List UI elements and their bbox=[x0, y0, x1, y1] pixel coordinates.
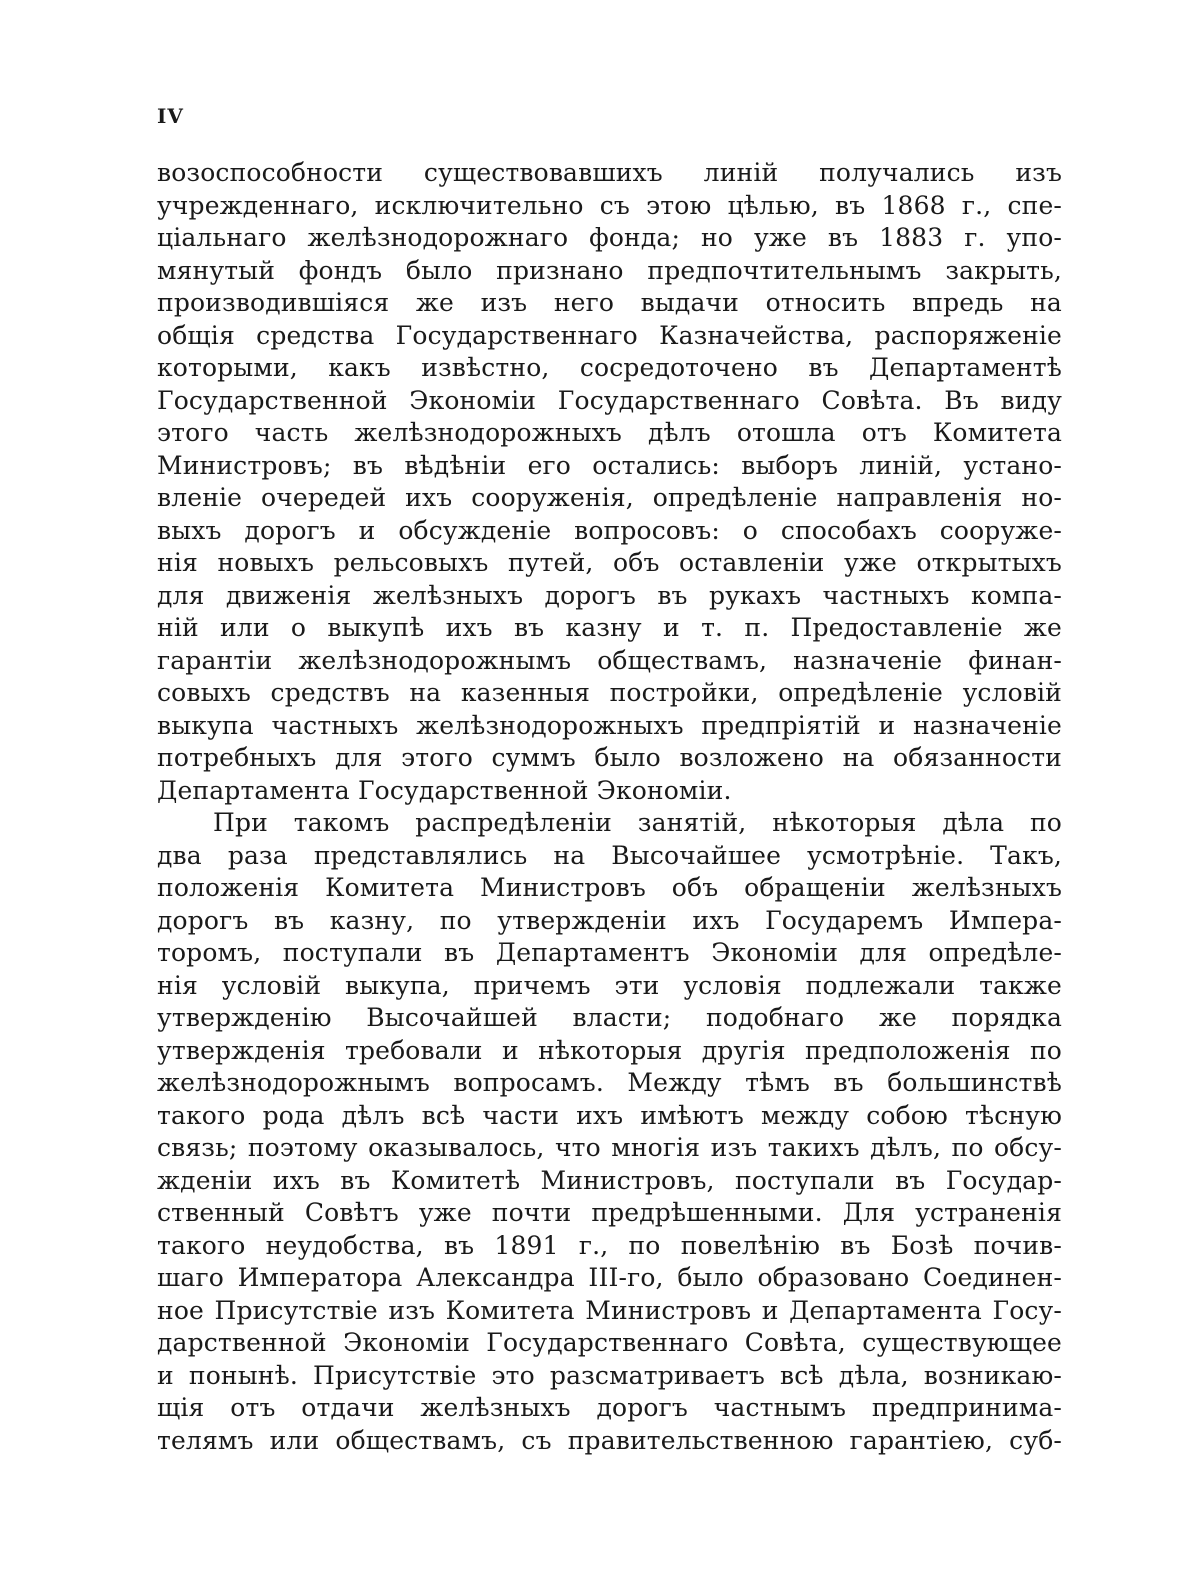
text-line: два раза представлялись на Высочайшее усмотрѣніе. Такъ, bbox=[157, 840, 1062, 870]
text-line: Государственной Экономіи Государственнаго Совѣта. Въ виду bbox=[157, 385, 1062, 415]
text-line: для движенія желѣзныхъ дорогъ въ рукахъ частныхъ компа- bbox=[157, 580, 1062, 610]
body-text bbox=[157, 157, 1062, 1457]
text-line: ціальнаго желѣзнодорожнаго фонда; но уже въ 1883 г. упо- bbox=[157, 223, 1062, 252]
text-line: выкупа частныхъ желѣзнодорожныхъ предпріятій и назначеніе bbox=[157, 710, 1062, 740]
text-line: которыми, какъ извѣстно, сосредоточено въ Департаментѣ bbox=[157, 353, 1062, 382]
text-line: положенія Комитета Министровъ объ обращеніи желѣзныхъ bbox=[157, 873, 1062, 902]
text-line: ній или о выкупѣ ихъ въ казну и т. п. Предоставленіе же bbox=[157, 613, 1062, 642]
text-line: ное Присутствіе изъ Комитета Министровъ и Департамента Госу- bbox=[157, 1295, 1062, 1325]
text-line: и понынѣ. Присутствіе это разсматриваетъ всѣ дѣла, возникаю- bbox=[157, 1360, 1062, 1390]
text-line: выхъ дорогъ и обсужденіе вопросовъ: о способахъ сооруже- bbox=[157, 515, 1062, 545]
text-line: жденіи ихъ въ Комитетѣ Министровъ, поступали въ Государ- bbox=[157, 1165, 1062, 1195]
text-line: утвержденію Высочайшей власти; подобнаго же порядка bbox=[157, 1003, 1062, 1032]
text-line: нія условій выкупа, причемъ эти условія подлежали также bbox=[157, 970, 1062, 1000]
text-line: общія средства Государственнаго Казначейства, распоряженіе bbox=[157, 320, 1062, 350]
text-line: дорогъ въ казну, по утвержденіи ихъ Государемъ Импера- bbox=[157, 905, 1062, 935]
text-line: шаго Императора Александра III-го, было образовано Соединен- bbox=[157, 1263, 1062, 1292]
text-line: ственный Совѣтъ уже почти предрѣшенными. Для устраненія bbox=[157, 1198, 1062, 1227]
text-line: торомъ, поступали въ Департаментъ Экономіи для опредѣле- bbox=[157, 938, 1062, 967]
text-line: связь; поэтому оказывалось, что многія изъ такихъ дѣлъ, по обсу- bbox=[157, 1133, 1062, 1162]
page-number: IV bbox=[157, 104, 184, 128]
text-line: потребныхъ для этого суммъ было возложено на обязанности bbox=[157, 743, 1062, 772]
text-line: нія новыхъ рельсовыхъ путей, объ оставленіи уже открытыхъ bbox=[157, 548, 1062, 577]
text-line: такого рода дѣлъ всѣ части ихъ имѣютъ между собою тѣсную bbox=[157, 1100, 1062, 1130]
text-line: утвержденія требовали и нѣкоторыя другія предположенія по bbox=[157, 1035, 1062, 1065]
text-line: совыхъ средствъ на казенныя постройки, опредѣленіе условій bbox=[157, 678, 1062, 707]
text-line: желѣзнодорожнымъ вопросамъ. Между тѣмъ въ большинствѣ bbox=[157, 1068, 1062, 1097]
text-line: учрежденнаго, исключительно съ этою цѣлью, въ 1868 г., спе- bbox=[157, 190, 1062, 220]
text-line: гарантіи желѣзнодорожнымъ обществамъ, назначеніе финан- bbox=[157, 645, 1062, 675]
text-line: производившіяся же изъ него выдачи относить впредь на bbox=[157, 288, 1062, 317]
text-line: Министровъ; въ вѣдѣніи его остались: выборъ линій, устано- bbox=[157, 450, 1062, 480]
text-line: мянутый фондъ было признано предпочтительнымъ закрыть, bbox=[157, 255, 1062, 285]
text-line: этого часть желѣзнодорожныхъ дѣлъ отошла отъ Комитета bbox=[157, 418, 1062, 447]
paragraph-start-line: При такомъ распредѣленіи занятій, нѣкоторыя дѣла по bbox=[213, 808, 1062, 837]
text-line: телямъ или обществамъ, съ правительственною гарантіею, суб- bbox=[157, 1425, 1062, 1455]
text-line: возоспособности существовавшихъ линій получались изъ bbox=[157, 158, 1062, 187]
text-line: вленіе очередей ихъ сооруженія, опредѣленіе направленія но- bbox=[157, 483, 1062, 512]
text-line: дарственной Экономіи Государственнаго Совѣта, существующее bbox=[157, 1328, 1062, 1357]
text-line: такого неудобства, въ 1891 г., по повелѣнію въ Бозѣ почив- bbox=[157, 1230, 1062, 1260]
paragraph-end-line: Департамента Государственной Экономіи. bbox=[157, 775, 732, 805]
text-line: щія отъ отдачи желѣзныхъ дорогъ частнымъ предпринима- bbox=[157, 1393, 1062, 1422]
